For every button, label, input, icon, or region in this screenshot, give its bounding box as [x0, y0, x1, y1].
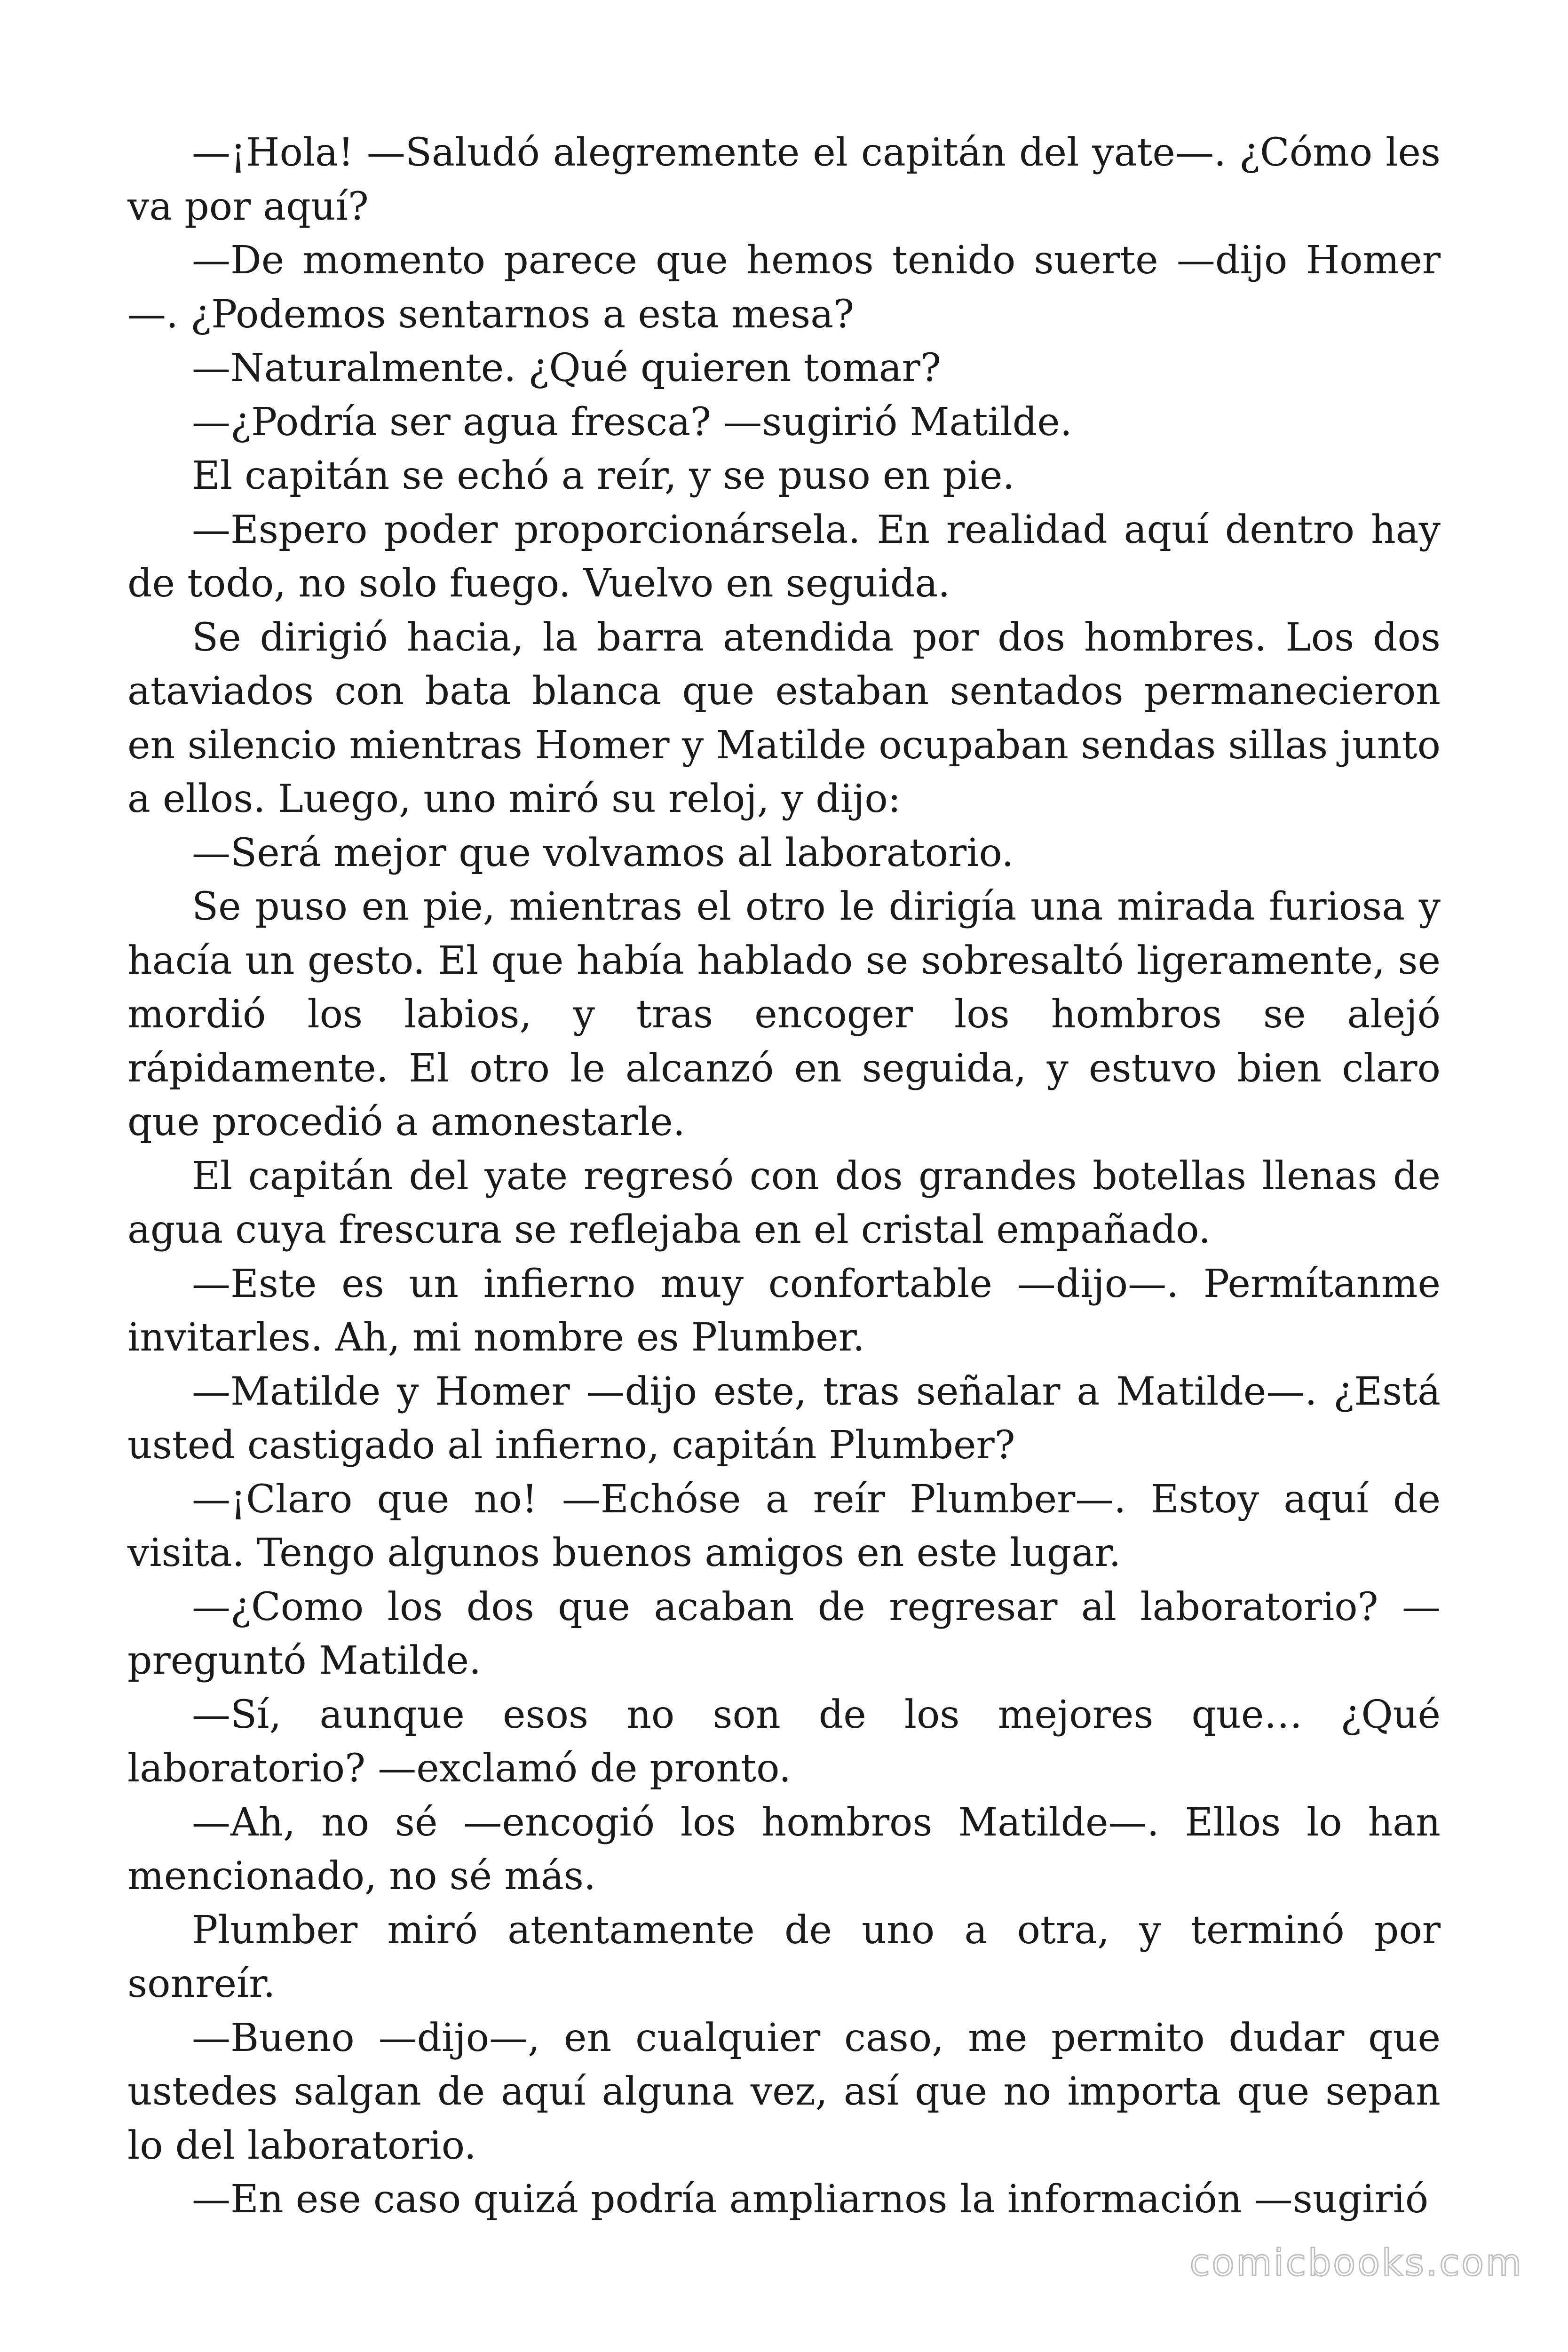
- paragraph: El capitán se echó a reír, y se puso en pie.: [192, 453, 1015, 498]
- paragraph: —¿Como los dos que acaban de regresar al laboratorio? —preguntó Matilde.: [127, 1584, 1441, 1683]
- paragraph: —¿Podría ser agua fresca? —sugirió Matilde.: [192, 399, 1072, 445]
- paragraph: —Bueno —dijo—, en cualquier caso, me permito dudar que ustedes salgan de aquí alguna vez, así que no importa que sepan lo del laboratorio.: [127, 2015, 1441, 2168]
- paragraph: —Naturalmente. ¿Qué quieren tomar?: [192, 346, 941, 390]
- paragraph: —¡Hola! —Saludó alegremente el capitán del yate—. ¿Cómo les va por aquí?: [127, 130, 1441, 229]
- paragraph: —En ese caso quizá podría ampliarnos la información —sugirió: [192, 2177, 1429, 2222]
- page-text: [127, 126, 1441, 2227]
- paragraph: —Ah, no sé —encogió los hombros Matilde—. Ellos lo han mencionado, no sé más.: [127, 1800, 1441, 1899]
- paragraph: —Espero poder proporcionársela. En realidad aquí dentro hay de todo, no solo fuego. Vuelvo en seguida.: [127, 507, 1441, 606]
- paragraph: —Sí, aunque esos no son de los mejores que… ¿Qué laboratorio? —exclamó de pronto.: [127, 1692, 1441, 1791]
- paragraph: —Matilde y Homer —dijo este, tras señalar a Matilde—. ¿Está usted castigado al infierno, capitán Plumber?: [127, 1369, 1441, 1468]
- watermark: comicbooks.com: [1189, 2242, 1523, 2284]
- paragraph: —¡Claro que no! —Echóse a reír Plumber—. Estoy aquí de visita. Tengo algunos buenos amigos en este lugar.: [127, 1477, 1441, 1575]
- paragraph: —Será mejor que volvamos al laboratorio.: [192, 830, 1014, 875]
- paragraph: Se dirigió hacia, la barra atendida por dos hombres. Los dos ataviados con bata blanca que estaban sentados permanecieron en silencio mientras Homer y Matilde ocupaban sendas sillas junto a ellos. Luego, uno miró su reloj, y dijo:: [127, 615, 1441, 821]
- paragraph: Se puso en pie, mientras el otro le dirigía una mirada furiosa y hacía un gesto. El que había hablado se sobresaltó ligeramente, se mordió los labios, y tras encoger los hombros se alejó rápidamente. El otro le alcanzó en seguida, y estuvo bien claro que procedió a amonestarle.: [127, 884, 1441, 1144]
- paragraph: —De momento parece que hemos tenido suerte —dijo Homer—. ¿Podemos sentarnos a esta mesa?: [127, 238, 1441, 337]
- paragraph: —Este es un infierno muy confortable —dijo—. Permítanme invitarles. Ah, mi nombre es Plumber.: [127, 1261, 1441, 1360]
- paragraph: Plumber miró atentamente de uno a otra, y terminó por sonreír.: [127, 1907, 1441, 2006]
- paragraph: El capitán del yate regresó con dos grandes botellas llenas de agua cuya frescura se reflejaba en el cristal empañado.: [127, 1153, 1441, 1252]
